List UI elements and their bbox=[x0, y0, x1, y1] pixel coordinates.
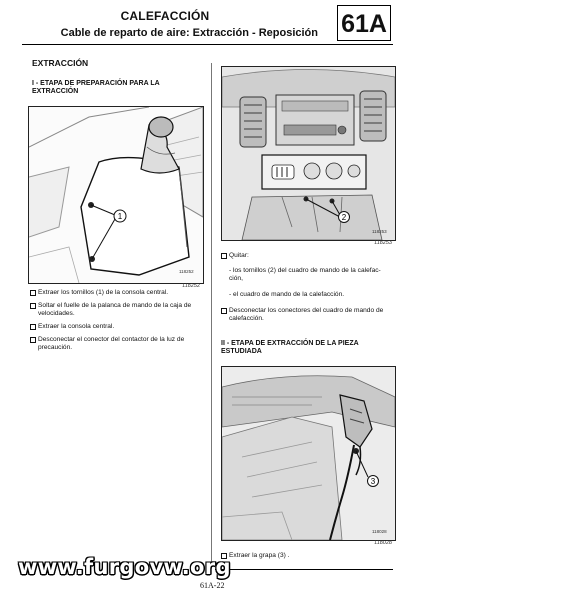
figure-code: 118252 bbox=[182, 283, 200, 289]
header-divider bbox=[22, 44, 393, 45]
list-item: Quitar: bbox=[221, 252, 395, 260]
step-2-title: II - ETAPA DE EXTRACCIÓN DE LA PIEZA ESTUDIADA bbox=[221, 340, 359, 355]
section-title-extraccion: EXTRACCIÓN bbox=[32, 58, 89, 68]
final-instruction bbox=[221, 552, 395, 565]
page-subtitle: Cable de reparto de aire: Extracción - Reposición bbox=[60, 27, 318, 39]
callout-2: 2 bbox=[341, 213, 347, 222]
figure-console-screws bbox=[28, 106, 204, 284]
left-instructions bbox=[30, 289, 206, 357]
section-code-badge: 61A bbox=[337, 5, 391, 41]
list-item: Extraer los tornillos (1) de la consola central. bbox=[30, 289, 206, 297]
callout-3: 3 bbox=[370, 477, 376, 486]
checkbox-icon bbox=[221, 253, 227, 259]
checkbox-icon bbox=[30, 290, 36, 296]
figure-code-small: 118253 bbox=[372, 229, 387, 234]
figure-code: 118253 bbox=[374, 240, 392, 246]
figure-heater-control-panel bbox=[221, 66, 396, 241]
list-item: Desconectar el conector del contactor de la luz de precaución. bbox=[30, 336, 206, 352]
figure-code-small: 118252 bbox=[179, 269, 194, 274]
page-number: 61A-22 bbox=[200, 581, 225, 590]
footer-divider bbox=[215, 569, 393, 570]
remove-instruction bbox=[221, 252, 395, 265]
callout-1: 1 bbox=[117, 212, 123, 221]
sub-item: - el cuadro de mando de la calefacción. bbox=[229, 291, 345, 298]
checkbox-icon bbox=[30, 324, 36, 330]
page-title: CALEFACCIÓN bbox=[120, 9, 210, 23]
checkbox-icon bbox=[30, 303, 36, 309]
watermark: www.furgovw.org bbox=[18, 555, 231, 579]
figure-air-cable-clip bbox=[221, 366, 396, 541]
cable-illustration bbox=[222, 367, 395, 540]
list-item: Soltar el fuelle de la palanca de mando de la caja de velocidades. bbox=[30, 302, 206, 318]
console-illustration bbox=[29, 107, 203, 283]
list-item: Desconectar los conectores del cuadro de mando de calefacción. bbox=[221, 307, 395, 323]
list-item: Extraer la grapa (3) . bbox=[221, 552, 395, 560]
checkbox-icon bbox=[30, 337, 36, 343]
step-1-title: I - ETAPA DE PREPARACIÓN PARA LA EXTRACCIÓN bbox=[32, 80, 160, 95]
list-item: Extraer la consola central. bbox=[30, 323, 206, 331]
disconnect-instruction bbox=[221, 307, 395, 328]
dashboard-illustration bbox=[222, 67, 395, 240]
sub-item: - los tornillos (2) del cuadro de mando de la calefac- ción, bbox=[229, 267, 381, 282]
checkbox-icon bbox=[221, 308, 227, 314]
figure-code-small: 118028 bbox=[372, 529, 387, 534]
figure-code: 118028 bbox=[374, 540, 392, 546]
column-divider bbox=[211, 63, 212, 568]
